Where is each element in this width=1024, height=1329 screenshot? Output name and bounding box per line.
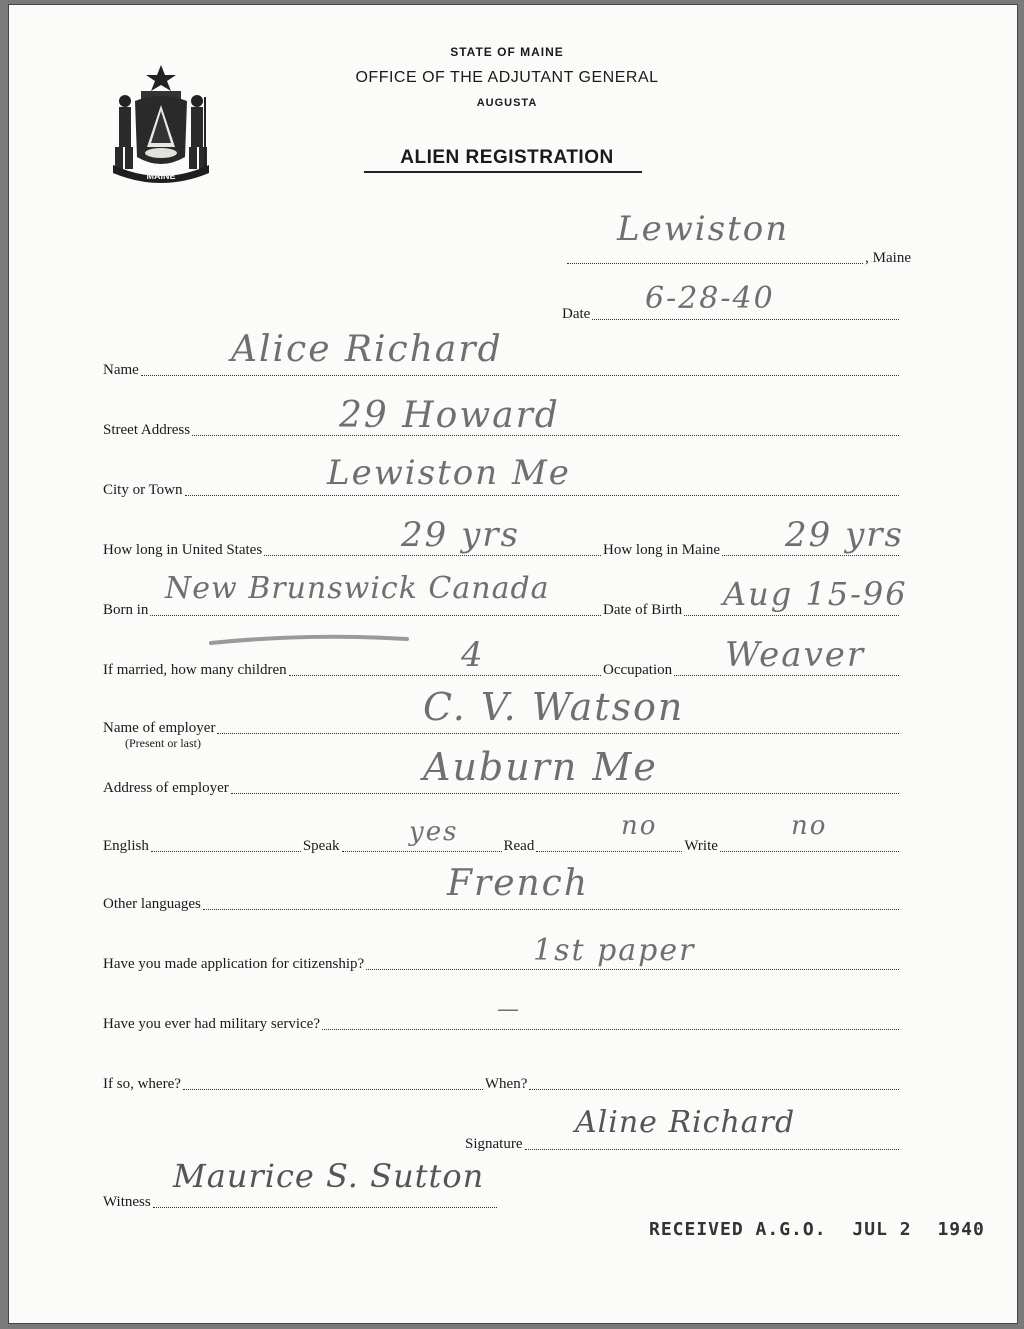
english-field[interactable] <box>103 833 901 855</box>
children-entry: 4 <box>461 635 485 675</box>
other-languages-label: Other languages <box>103 896 201 912</box>
years-in-us-label: How long in United States <box>103 542 263 558</box>
city-town-label: City or Town <box>103 482 183 498</box>
witness-label: Witness <box>103 1194 151 1210</box>
children-label: If married, how many children <box>103 662 287 678</box>
witness-entry: Maurice S. Sutton <box>173 1157 485 1195</box>
signature-entry: Aline Richard <box>575 1105 796 1140</box>
stamp-month-day: JUL 2 <box>852 1219 912 1240</box>
years-in-maine-entry: 29 yrs <box>785 515 904 555</box>
employer-name-label: Name of employer <box>103 720 216 736</box>
received-stamp <box>649 1219 999 1240</box>
occupation-label: Occupation <box>603 662 673 678</box>
registration-form-page <box>8 4 1018 1324</box>
employer-entry: C. V. Watson <box>423 685 685 729</box>
write-entry: no <box>791 811 828 841</box>
title-underline <box>364 171 642 173</box>
date-label: Date <box>562 306 591 322</box>
read-entry: no <box>621 811 658 841</box>
read-label: Read <box>503 838 535 854</box>
city-heading: AUGUSTA <box>476 97 538 109</box>
years-in-maine-label: How long in Maine <box>603 542 721 558</box>
svg-text:MAINE: MAINE <box>146 171 176 181</box>
name-label: Name <box>103 362 139 378</box>
date-of-birth-entry: Aug 15-96 <box>723 575 908 613</box>
citizenship-entry: 1st paper <box>533 933 696 968</box>
speak-label: Speak <box>302 838 340 854</box>
stamp-year: 1940 <box>937 1219 985 1240</box>
english-label: English <box>103 838 149 854</box>
military-entry: — <box>497 997 521 1022</box>
when-label: When? <box>484 1076 528 1092</box>
occupation-entry: Weaver <box>725 635 866 675</box>
date-of-birth-label: Date of Birth <box>603 602 683 618</box>
other-languages-entry: French <box>447 863 590 904</box>
state-heading: STATE OF MAINE <box>450 45 564 59</box>
stamp-received-text: RECEIVED A.G.O. <box>649 1219 827 1240</box>
city-entry: Lewiston Me <box>327 453 571 493</box>
years-in-us-entry: 29 yrs <box>401 515 520 555</box>
employer-address-entry: Auburn Me <box>423 745 658 789</box>
employer-sublabel: (Present or last) <box>125 736 201 750</box>
name-entry: Alice Richard <box>231 329 503 370</box>
citizenship-label: Have you made application for citizenship? <box>103 956 365 972</box>
form-title: ALIEN REGISTRATION <box>400 147 614 168</box>
speak-entry: yes <box>409 817 459 847</box>
pencil-underline-mark <box>209 633 409 647</box>
born-in-label: Born in <box>103 602 149 618</box>
children-field[interactable] <box>103 657 603 679</box>
service-where-when-field[interactable] <box>103 1071 901 1093</box>
maine-suffix: , Maine <box>865 250 911 266</box>
write-label: Write <box>684 838 718 854</box>
where-label: If so, where? <box>103 1076 181 1092</box>
military-service-label: Have you ever had military service? <box>103 1016 320 1032</box>
office-heading: OFFICE OF THE ADJUTANT GENERAL <box>355 69 659 86</box>
street-entry: 29 Howard <box>339 395 560 436</box>
employer-address-label: Address of employer <box>103 780 229 796</box>
years-in-us-field[interactable] <box>103 537 603 559</box>
date-entry: 6-28-40 <box>645 281 775 316</box>
signature-label: Signature <box>465 1136 523 1152</box>
citizenship-field[interactable] <box>103 951 901 973</box>
town-entry: Lewiston <box>617 209 790 249</box>
born-in-entry: New Brunswick Canada <box>165 571 550 606</box>
street-address-label: Street Address <box>103 422 191 438</box>
